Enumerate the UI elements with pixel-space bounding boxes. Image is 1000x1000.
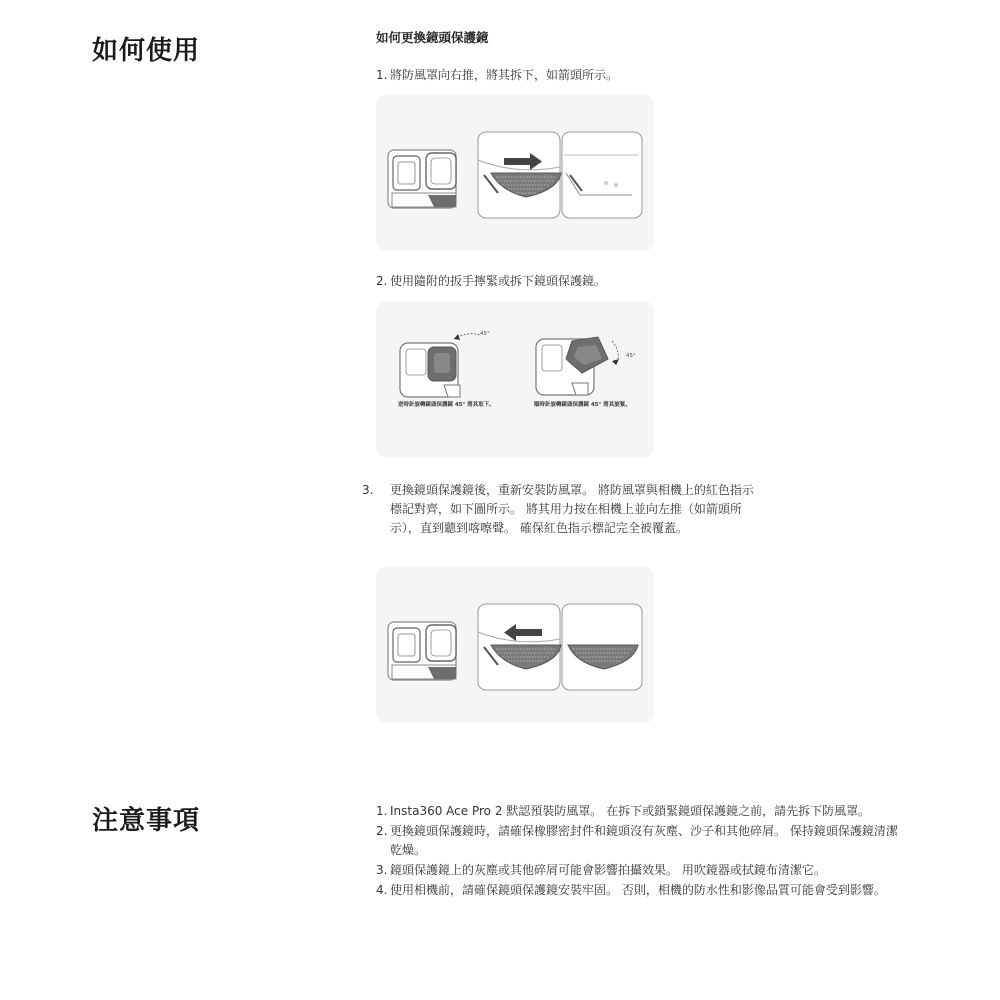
angle-label-right: 45° — [626, 353, 636, 359]
note-text: 更換鏡頭保護鏡時，請確保橡膠密封件和鏡頭沒有灰塵、沙子和其他碎屑。 保持鏡頭保護鏡清潔乾燥。 — [390, 824, 898, 857]
note-text: 使用相機前，請確保鏡頭保護鏡安裝牢固。 否則，相機的防水性和影像品質可能會受到影響。 — [390, 883, 886, 897]
note-item — [376, 822, 906, 860]
section-heading-notes: 注意事項 — [92, 806, 201, 836]
step-3 — [362, 481, 756, 538]
note-text: 鏡頭保護鏡上的灰塵或其他碎屑可能會影響拍攝效果。 用吹鏡器或拭鏡布清潔它。 — [390, 863, 826, 877]
step-number: 3. — [362, 483, 374, 497]
note-item — [376, 861, 906, 880]
windguard-remove-illustration — [376, 95, 654, 251]
note-item — [376, 881, 906, 900]
figure-wrench-lens-guard — [376, 301, 654, 457]
section-heading-how-to-use: 如何使用 — [92, 36, 201, 66]
step-text: 將防風罩向右推，將其拆下，如箭頭所示。 — [390, 68, 619, 82]
note-text: Insta360 Ace Pro 2 默認預裝防風罩。 在拆下或鎖緊鏡頭保護鏡之前，請先拆下防風罩。 — [390, 804, 871, 818]
note-item — [376, 802, 906, 821]
figure-remove-windguard — [376, 95, 654, 251]
step-number: 2. — [376, 274, 388, 288]
caption-tighten: 順時針旋轉鏡頭保護鏡 45° 將其旋緊。 — [534, 402, 631, 408]
step-text: 使用隨附的扳手擰緊或拆下鏡頭保護鏡。 — [390, 274, 607, 288]
note-number: 3. — [376, 863, 388, 877]
note-number: 2. — [376, 824, 388, 838]
note-number: 1. — [376, 804, 388, 818]
subtitle-replace-lens-guard: 如何更換鏡頭保護鏡 — [376, 30, 489, 45]
angle-label-left: 45° — [480, 331, 490, 337]
lens-guard-rotate-illustration — [376, 301, 654, 457]
figure-install-windguard — [376, 567, 654, 723]
step-number: 1. — [376, 68, 388, 82]
windguard-install-illustration — [376, 567, 654, 723]
step-text: 更換鏡頭保護鏡後，重新安裝防風罩。 將防風罩與相機上的紅色指示標記對齊，如下圖所示。 將其用力按在相機上並向左推（如箭頭所示），直到聽到喀嚓聲。 確保紅色指示標記完全被覆蓋。 — [390, 483, 754, 535]
caption-remove: 逆時針旋轉鏡頭保護鏡 45° 將其取下。 — [398, 402, 495, 408]
step-1 — [376, 66, 756, 85]
note-number: 4. — [376, 883, 388, 897]
step-2 — [376, 272, 756, 291]
notes-list — [376, 802, 906, 901]
